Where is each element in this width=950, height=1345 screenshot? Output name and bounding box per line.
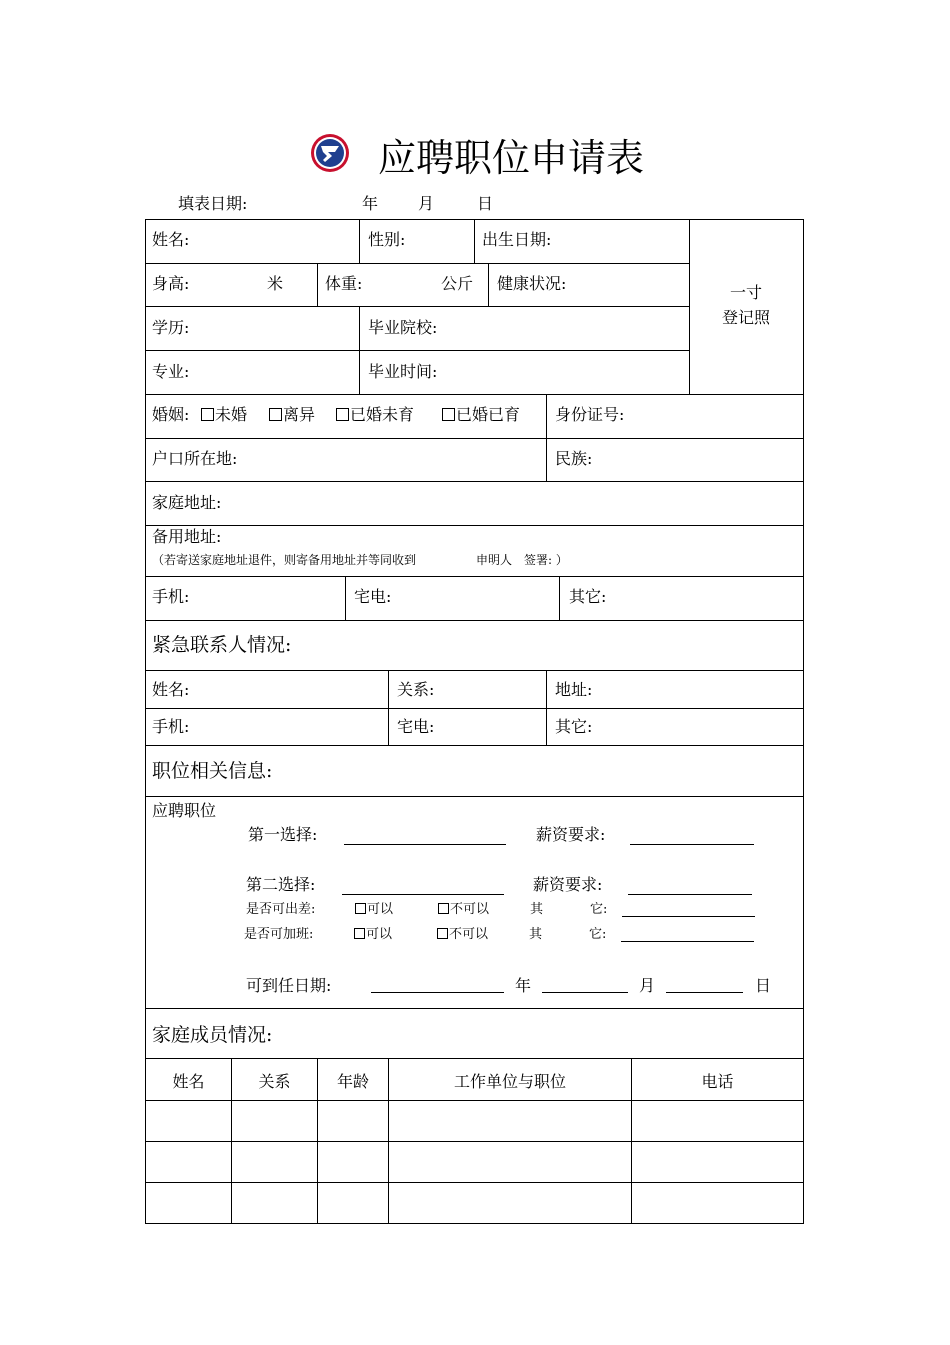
travel-yes-option[interactable] (355, 902, 393, 917)
gender-label: 性别: (368, 230, 406, 249)
birth-date-label: 出生日期: (482, 230, 552, 249)
grad-time-label: 毕业时间: (368, 362, 438, 381)
family-col-relation: 关系 (258, 1072, 291, 1091)
fill-date-label: 填表日期: (178, 194, 248, 213)
overtime-label: 是否可加班: (244, 927, 314, 942)
option-label: 可以 (366, 927, 393, 942)
option-label: 已婚未育 (350, 405, 415, 424)
start-day-unit: 日 (755, 976, 772, 995)
second-salary-field[interactable] (628, 894, 752, 895)
family-heading: 家庭成员情况: (152, 1024, 273, 1046)
first-choice-field[interactable] (344, 844, 506, 845)
option-label: 离异 (283, 405, 316, 424)
option-label: 未婚 (215, 405, 248, 424)
travel-no-option[interactable] (438, 902, 489, 917)
fill-date-year: 年 (362, 194, 379, 213)
checkbox-icon (354, 928, 365, 939)
checkbox-icon (437, 928, 448, 939)
height-unit: 米 (267, 274, 284, 293)
emergency-home-phone-label: 宅电: (397, 717, 435, 736)
checkbox-icon (269, 408, 282, 421)
overtime-yes-option[interactable] (354, 927, 392, 942)
row-divider (145, 745, 804, 746)
family-col-workplace: 工作单位与职位 (453, 1072, 566, 1091)
option-label: 不可以 (450, 902, 490, 917)
family-col-phone: 电话 (701, 1072, 734, 1091)
travel-other-label-a: 其 (530, 902, 544, 917)
emergency-heading: 紧急联系人情况: (152, 634, 292, 656)
col-divider (488, 263, 489, 306)
school-label: 毕业院校: (368, 318, 438, 337)
start-day-field[interactable] (666, 992, 743, 993)
emergency-address-label: 地址: (555, 680, 593, 699)
row-divider (145, 796, 804, 797)
alt-address-label: 备用地址: (152, 527, 222, 546)
overtime-no-option[interactable] (437, 927, 488, 942)
border-bottom (145, 1223, 804, 1224)
marriage-option-divorced[interactable] (269, 406, 315, 424)
col-divider (689, 219, 690, 394)
start-month-field[interactable] (542, 992, 628, 993)
row-divider (145, 350, 689, 351)
photo-label-line1: 一寸 (729, 283, 762, 302)
family-row[interactable] (146, 1183, 803, 1223)
option-label: 不可以 (449, 927, 489, 942)
start-year-field[interactable] (371, 992, 504, 993)
travel-label: 是否可出差: (246, 902, 316, 917)
emergency-relation-label: 关系: (397, 680, 435, 699)
travel-other-label-b: 它: (590, 902, 608, 917)
start-month-unit: 月 (639, 976, 656, 995)
overtime-other-label-b: 它: (589, 927, 607, 942)
emergency-other-label: 其它: (555, 717, 593, 736)
col-divider (546, 394, 547, 481)
marriage-option-married-no-child[interactable] (336, 406, 414, 424)
first-salary-field[interactable] (630, 844, 754, 845)
marriage-option-married-with-child[interactable] (442, 406, 520, 424)
home-phone-label: 宅电: (354, 587, 392, 606)
col-divider (388, 670, 389, 745)
weight-label: 体重: (325, 274, 363, 293)
major-label: 专业: (152, 362, 190, 381)
education-label: 学历: (152, 318, 190, 337)
name-label: 姓名: (152, 230, 190, 249)
row-divider (145, 1008, 804, 1009)
applied-position-label: 应聘职位 (152, 801, 217, 820)
border-right (803, 219, 804, 1224)
first-choice-label: 第一选择: (248, 825, 318, 844)
checkbox-icon (336, 408, 349, 421)
col-divider (474, 219, 475, 263)
row-divider (145, 1058, 804, 1059)
checkbox-icon (438, 903, 449, 914)
travel-other-field[interactable] (622, 916, 755, 917)
health-label: 健康状况: (497, 274, 567, 293)
col-divider (359, 306, 360, 394)
second-salary-label: 薪资要求: (533, 875, 603, 894)
checkbox-icon (355, 903, 366, 914)
emergency-name-label: 姓名: (152, 680, 190, 699)
first-salary-label: 薪资要求: (536, 825, 606, 844)
option-label: 已婚已育 (456, 405, 521, 424)
checkbox-icon (442, 408, 455, 421)
home-address-label: 家庭地址: (152, 493, 222, 512)
position-heading: 职位相关信息: (152, 760, 273, 782)
checkbox-icon (201, 408, 214, 421)
hukou-label: 户口所在地: (152, 449, 238, 468)
mobile-label: 手机: (152, 587, 190, 606)
weight-unit: 公斤 (441, 274, 474, 293)
col-divider (559, 576, 560, 620)
family-row[interactable] (146, 1142, 803, 1182)
ethnicity-label: 民族: (555, 449, 593, 468)
row-divider (145, 394, 804, 395)
photo-label-line2: 登记照 (721, 308, 770, 327)
family-col-name: 姓名 (172, 1072, 205, 1091)
second-choice-label: 第二选择: (246, 875, 316, 894)
alt-address-sign: 申明人 签署: ） (476, 553, 568, 567)
option-label: 可以 (367, 902, 394, 917)
start-date-label: 可到任日期: (246, 976, 332, 995)
row-divider (145, 708, 804, 709)
other-contact-label: 其它: (569, 587, 607, 606)
marriage-label: 婚姻: (152, 405, 190, 424)
row-divider (145, 306, 689, 307)
family-row[interactable] (146, 1101, 803, 1141)
fill-date-day: 日 (477, 194, 494, 213)
col-divider (345, 576, 346, 620)
page-title: 应聘职位申请表 (378, 136, 645, 180)
col-divider (317, 263, 318, 306)
fill-date-month: 月 (418, 194, 435, 213)
row-divider (145, 481, 804, 482)
marriage-option-unmarried[interactable] (201, 406, 247, 424)
id-number-label: 身份证号: (555, 405, 625, 424)
col-divider (546, 670, 547, 745)
row-divider (145, 263, 689, 264)
start-year-unit: 年 (515, 976, 532, 995)
emergency-mobile-label: 手机: (152, 717, 190, 736)
alt-address-note: （若寄送家庭地址退件，则寄备用地址并等同收到 (152, 553, 417, 567)
row-divider (145, 670, 804, 671)
second-choice-field[interactable] (342, 894, 504, 895)
overtime-other-field[interactable] (621, 941, 754, 942)
col-divider (359, 219, 360, 263)
row-divider (145, 525, 804, 526)
family-col-age: 年龄 (336, 1072, 369, 1091)
row-divider (145, 576, 804, 577)
row-divider (145, 620, 804, 621)
row-divider (145, 438, 804, 439)
overtime-other-label-a: 其 (529, 927, 543, 942)
height-label: 身高: (152, 274, 190, 293)
company-logo (309, 133, 351, 173)
